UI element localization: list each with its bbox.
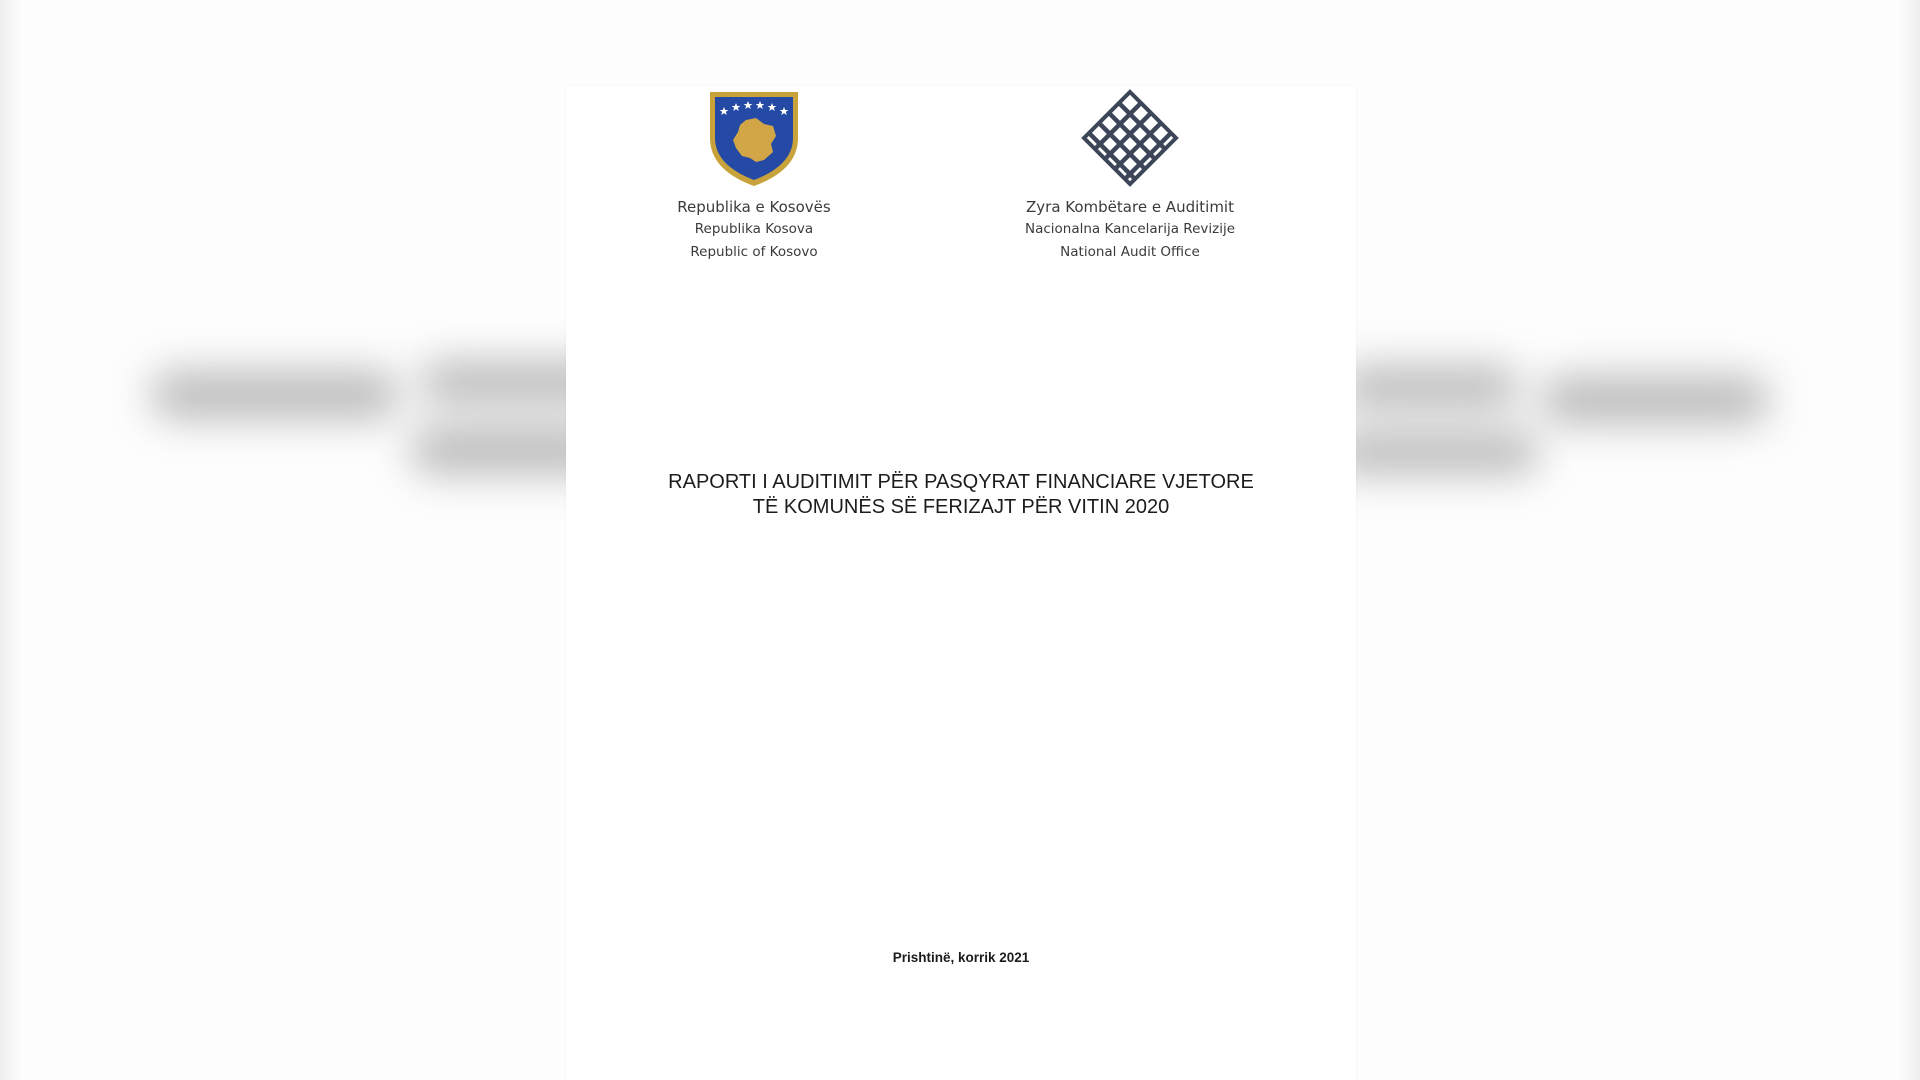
place-and-date: Prishtinë, korrik 2021 bbox=[892, 950, 1030, 965]
org-name-albanian: Zyra Kombëtare e Auditimit bbox=[1026, 198, 1234, 216]
org-name-albanian: Republika e Kosovës bbox=[677, 198, 831, 216]
blurred-background bbox=[1330, 430, 1540, 475]
blurred-background bbox=[150, 370, 400, 420]
report-title bbox=[566, 470, 1356, 520]
org-name-serbian: Nacionalna Kancelarija Revizije bbox=[1024, 221, 1236, 237]
republic-of-kosovo-header bbox=[594, 88, 914, 264]
lattice-logo-icon bbox=[1080, 88, 1180, 188]
org-name-english: National Audit Office bbox=[1060, 244, 1200, 260]
blurred-background bbox=[1540, 375, 1770, 425]
report-title-line-1: RAPORTI I AUDITIMIT PËR PASQYRAT FINANCIARE VJETORE bbox=[668, 471, 1254, 493]
document-page bbox=[566, 86, 1356, 1080]
org-name-serbian: Republika Kosova bbox=[694, 221, 814, 237]
viewer-right-edge bbox=[1900, 0, 1920, 1080]
blurred-background bbox=[1340, 365, 1520, 410]
kosovo-coat-of-arms-icon bbox=[706, 88, 802, 188]
org-name-english: Republic of Kosovo bbox=[690, 244, 818, 260]
viewer-left-edge bbox=[0, 0, 20, 1080]
report-title-line-2: TË KOMUNËS SË FERIZAJT PËR VITIN 2020 bbox=[752, 496, 1170, 518]
national-audit-office-header bbox=[970, 88, 1290, 264]
